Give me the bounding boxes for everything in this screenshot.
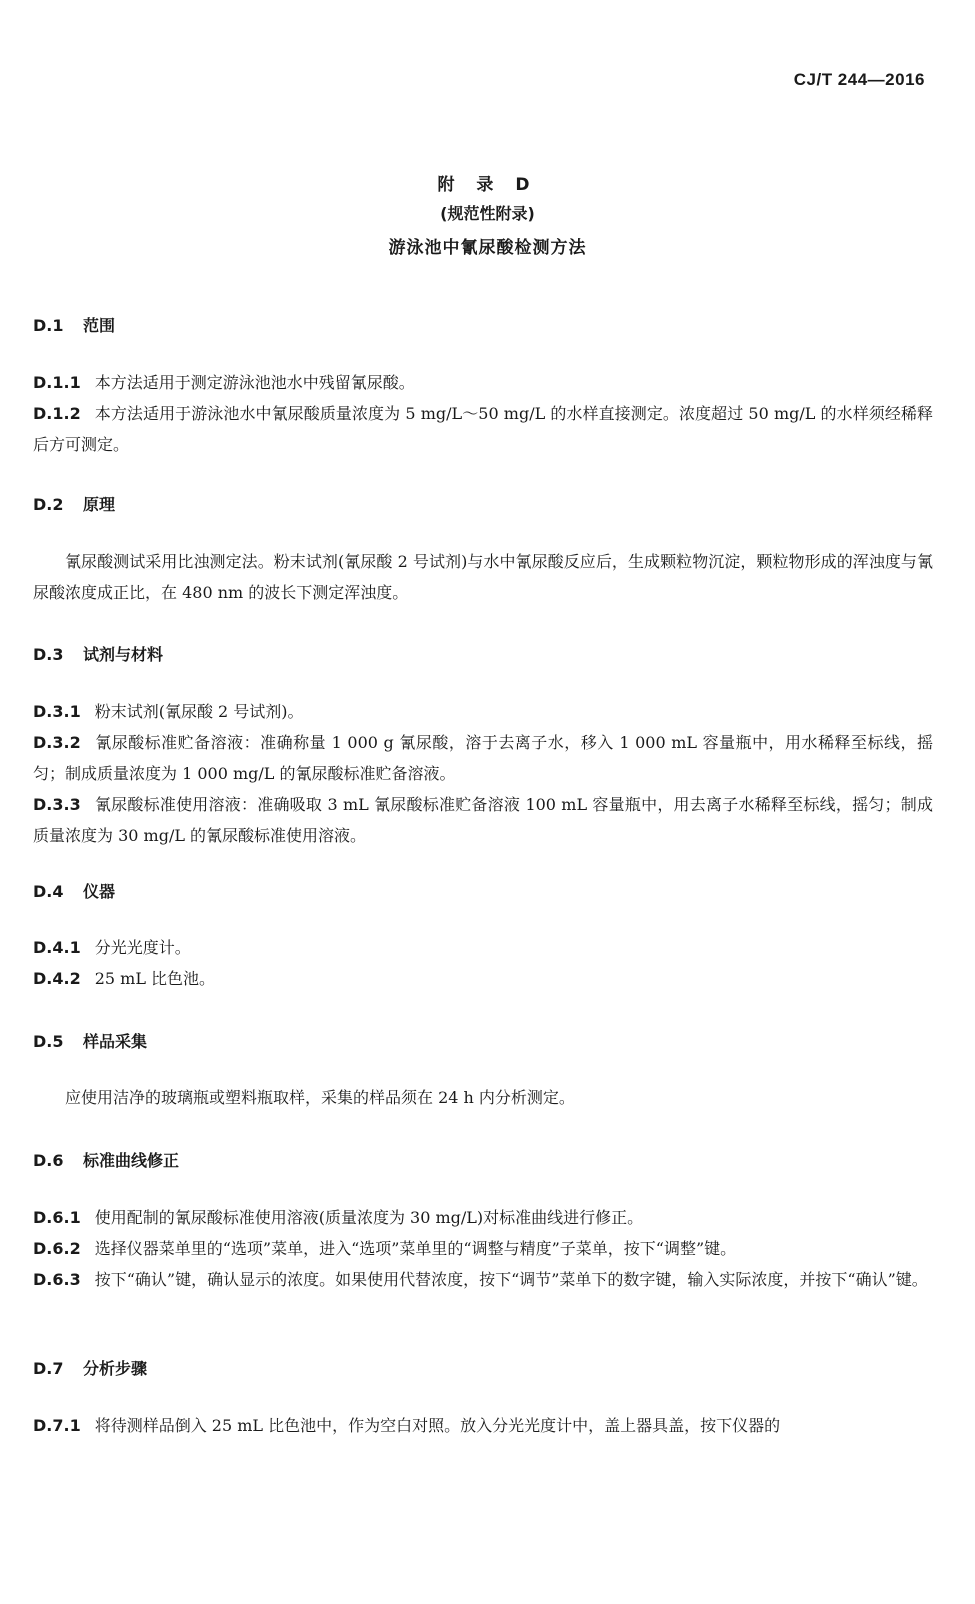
section-title: 分析步骤 — [83, 1359, 148, 1378]
section-heading-d7 — [33, 1356, 147, 1379]
section-number: D.6 — [33, 1151, 64, 1170]
section-heading-d5 — [33, 1029, 147, 1052]
clause-number: D.4.1 — [33, 938, 81, 957]
clause-text: 本方法适用于测定游泳池池水中残留氰尿酸。 — [94, 373, 415, 392]
clause-text: 按下“确认”键，确认显示的浓度。如果使用代替浓度，按下“调节”菜单下的数字键，输入实际浓度，并按下“确认”键。 — [94, 1270, 928, 1289]
clause-number: D.1.2 — [33, 404, 81, 423]
clause-d3-1 — [33, 696, 933, 727]
section-title: 试剂与材料 — [83, 645, 164, 664]
clause-text: 25 mL 比色池。 — [94, 969, 216, 988]
clause-d4-1 — [33, 932, 933, 963]
clause-number: D.3.3 — [33, 795, 81, 814]
clause-text: 使用配制的氰尿酸标准使用溶液(质量浓度为 30 mg/L)对标准曲线进行修正。 — [94, 1208, 644, 1227]
clause-number: D.4.2 — [33, 969, 81, 988]
section-title: 样品采集 — [83, 1032, 148, 1051]
clause-number: D.3.2 — [33, 733, 81, 752]
appendix-subtitle: (规范性附录) — [440, 204, 535, 223]
section-heading-d4 — [33, 879, 115, 902]
clause-text: 选择仪器菜单里的“选项”菜单，进入“选项”菜单里的“调整与精度”子菜单，按下“调整”键。 — [94, 1239, 737, 1258]
clause-d6-1 — [33, 1202, 933, 1233]
clause-number: D.6.1 — [33, 1208, 81, 1227]
paragraph-d2: 氰尿酸测试采用比浊测定法。粉末试剂(氰尿酸 2 号试剂)与水中氰尿酸反应后，生成颗粒物沉淀，颗粒物形成的浑浊度与氰尿酸浓度成正比，在 480 nm 的波长下测定浑浊度。 — [33, 552, 933, 602]
clause-number: D.6.2 — [33, 1239, 81, 1258]
section-title: 范围 — [83, 316, 116, 335]
clause-text: 氰尿酸标准贮备溶液：准确称量 1 000 g 氰尿酸，溶于去离子水，移入 1 000 mL 容量瓶中，用水稀释至标线，摇匀；制成质量浓度为 1 000 mg/L 的氰尿酸标准贮备溶液。 — [33, 733, 933, 783]
clause-d7-1 — [33, 1410, 933, 1441]
clause-d1-2 — [33, 398, 933, 460]
section-heading-d6 — [33, 1148, 179, 1171]
section-number: D.2 — [33, 495, 64, 514]
section-title: 原理 — [83, 495, 116, 514]
section-number: D.4 — [33, 882, 64, 901]
clause-number: D.6.3 — [33, 1270, 81, 1289]
document-code: CJ/T 244—2016 — [793, 70, 925, 89]
section-number: D.7 — [33, 1359, 64, 1378]
appendix-name: 游泳池中氰尿酸检测方法 — [388, 238, 587, 258]
clause-number: D.3.1 — [33, 702, 81, 721]
clause-number: D.7.1 — [33, 1416, 81, 1435]
clause-text: 将待测样品倒入 25 mL 比色池中，作为空白对照。放入分光光度计中，盖上器具盖，按下仪器的 — [94, 1416, 781, 1435]
clause-number: D.1.1 — [33, 373, 81, 392]
clause-d3-3 — [33, 789, 933, 851]
section-heading-d3 — [33, 642, 163, 665]
clause-d1-1 — [33, 367, 933, 398]
paragraph-d5: 应使用洁净的玻璃瓶或塑料瓶取样，采集的样品须在 24 h 内分析测定。 — [65, 1088, 575, 1107]
clause-text: 分光光度计。 — [94, 938, 191, 957]
section-number: D.5 — [33, 1032, 64, 1051]
clause-text: 粉末试剂(氰尿酸 2 号试剂)。 — [94, 702, 304, 721]
section-heading-d1 — [33, 313, 115, 336]
section-heading-d2 — [33, 492, 115, 515]
clause-text: 本方法适用于游泳池水中氰尿酸质量浓度为 5 mg/L～50 mg/L 的水样直接测定。浓度超过 50 mg/L 的水样须经稀释后方可测定。 — [33, 404, 933, 454]
section-title: 标准曲线修正 — [83, 1151, 180, 1170]
clause-d4-2 — [33, 963, 933, 994]
clause-d3-2 — [33, 727, 933, 789]
clause-text: 氰尿酸标准使用溶液：准确吸取 3 mL 氰尿酸标准贮备溶液 100 mL 容量瓶中，用去离子水稀释至标线，摇匀；制成质量浓度为 30 mg/L 的氰尿酸标准使用溶液。 — [33, 795, 933, 845]
appendix-title: 附 录 D — [437, 175, 538, 195]
section-title: 仪器 — [83, 882, 116, 901]
section-number: D.3 — [33, 645, 64, 664]
section-number: D.1 — [33, 316, 64, 335]
clause-d6-3 — [33, 1264, 933, 1295]
clause-d6-2 — [33, 1233, 933, 1264]
